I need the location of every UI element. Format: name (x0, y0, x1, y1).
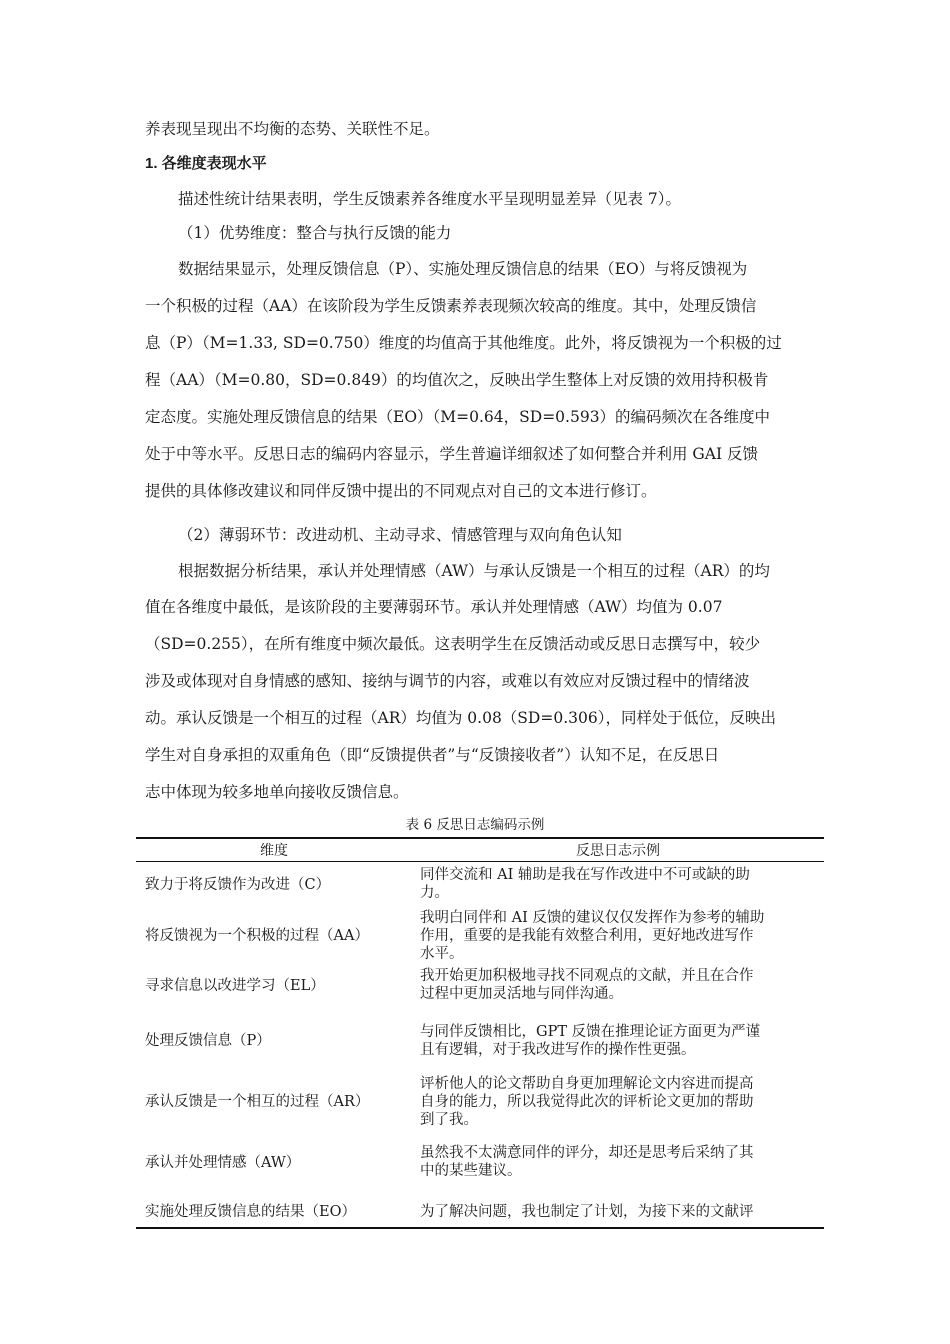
paragraph-line: 涉及或体现对自身情感的感知、接纳与调节的内容，或难以有效应对反馈过程中的情绪波 (145, 672, 750, 690)
table-cell-dimension: 实施处理反馈信息的结果（EO） (145, 1204, 356, 1220)
paragraph-line: 程（AA）（M=0.80，SD=0.849）的均值次之，反映出学生整体上对反馈的效用持积极肯 (145, 371, 769, 389)
table-top-rule (136, 837, 824, 839)
table-cell-example: 为了解决问题，我也制定了计划，为接下来的文献评 (420, 1204, 754, 1220)
table-bottom-rule (136, 1227, 824, 1229)
paragraph-line: 养表现呈现出不均衡的态势、关联性不足。 (145, 120, 440, 138)
table-cell-example: 我开始更加积极地寻找不同观点的文献，并且在合作 过程中更加灵活地与同伴沟通。 (420, 968, 754, 1002)
table-cell-dimension: 致力于将反馈作为改进（C） (145, 877, 331, 893)
paragraph-line: 描述性统计结果表明，学生反馈素养各维度水平呈现明显差异（见表 7）。 (178, 190, 682, 208)
table-caption: 表 6 反思日志编码示例 (405, 817, 545, 833)
subsection-heading: （1）优势维度：整合与执行反馈的能力 (178, 224, 452, 242)
subsection-heading: （2）薄弱环节：改进动机、主动寻求、情感管理与双向角色认知 (178, 526, 622, 544)
section-heading: 1. 各维度表现水平 (145, 155, 267, 172)
paragraph-line: 志中体现为较多地单向接收反馈信息。 (145, 783, 409, 801)
paragraph-line: 处于中等水平。反思日志的编码内容显示，学生普遍详细叙述了如何整合并利用 GAI 反馈 (145, 445, 759, 463)
paragraph-line: 定态度。实施处理反馈信息的结果（EO）（M=0.64，SD=0.593）的编码频次在各维度中 (145, 408, 771, 426)
table-cell-dimension: 承认并处理情感（AW） (145, 1155, 301, 1171)
table-header-dimension: 维度 (260, 843, 288, 859)
table-cell-example: 虽然我不太满意同伴的评分，却还是思考后采纳了其 中的某些建议。 (420, 1145, 754, 1179)
table-cell-example: 同伴交流和 AI 辅助是我在写作改进中不可或缺的助 力。 (420, 867, 750, 901)
paragraph-line: 值在各维度中最低，是该阶段的主要薄弱环节。承认并处理情感（AW）均值为 0.07 (145, 598, 723, 616)
table-header-example: 反思日志示例 (576, 843, 660, 859)
paragraph-line: 根据数据分析结果，承认并处理情感（AW）与承认反馈是一个相互的过程（AR）的均 (178, 562, 770, 580)
table-cell-dimension: 承认反馈是一个相互的过程（AR） (145, 1094, 370, 1110)
paragraph-line: 动。承认反馈是一个相互的过程（AR）均值为 0.08（SD=0.306），同样处于低位，反映出 (145, 709, 776, 727)
paragraph-line: 息（P）（M=1.33, SD=0.750）维度的均值高于其他维度。此外，将反馈视为一个积极的过 (145, 334, 782, 352)
paragraph-line: 学生对自身承担的双重角色（即“反馈提供者”与“反馈接收者”）认知不足，在反思日 (145, 746, 720, 764)
paragraph-line: （SD=0.255），在所有维度中频次最低。这表明学生在反馈活动或反思日志撰写中，较少 (145, 635, 761, 653)
table-cell-example: 我明白同伴和 AI 反馈的建议仅仅发挥作为参考的辅助 作用，重要的是我能有效整合利用，更好地改进写作 水平。 (420, 910, 765, 962)
paragraph-line: 一个积极的过程（AA）在该阶段为学生反馈素养表现频次较高的维度。其中，处理反馈信 (145, 297, 757, 315)
table-cell-dimension: 处理反馈信息（P） (145, 1033, 271, 1049)
table-cell-dimension: 将反馈视为一个积极的过程（AA） (145, 928, 369, 944)
table-header-rule (136, 861, 824, 862)
paragraph-line: 提供的具体修改建议和同伴反馈中提出的不同观点对自己的文本进行修订。 (145, 482, 657, 500)
table-cell-dimension: 寻求信息以改进学习（EL） (145, 978, 325, 994)
table-cell-example: 评析他人的论文帮助自身更加理解论文内容进而提高 自身的能力，所以我觉得此次的评析论文更加的帮助 到了我。 (420, 1076, 754, 1128)
table-cell-example: 与同伴反馈相比，GPT 反馈在推理论证方面更为严谨 且有逻辑，对于我改进写作的操作性更强。 (420, 1024, 761, 1058)
paragraph-line: 数据结果显示，处理反馈信息（P）、实施处理反馈信息的结果（EO）与将反馈视为 (178, 260, 748, 278)
